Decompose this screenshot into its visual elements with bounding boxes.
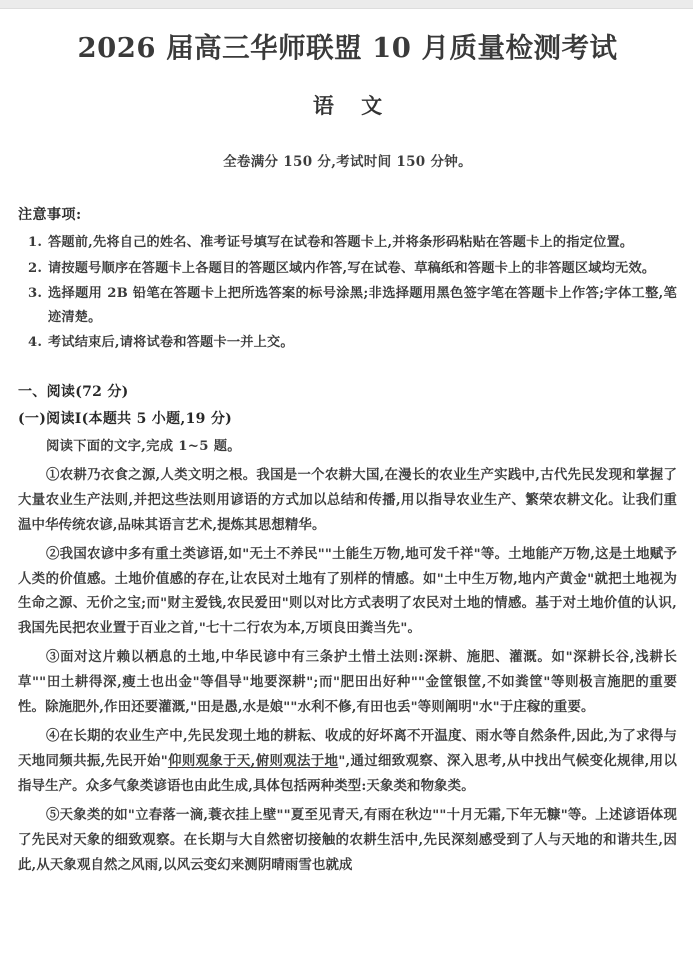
exam-paper-page: [0, 9, 693, 980]
exam-meta-line: 全卷满分 150 分,考试时间 150 分钟。: [223, 154, 472, 171]
notice-item: [18, 231, 677, 255]
notice-item-number: 2.: [28, 260, 43, 276]
passage-paragraph-4-part-before: ④在长期的农业生产中,先民发现土地的耕耘、收成的好坏离不开温度、雨水等自然条件,因此,为了求得与天地同频共振,先民开始": [18, 728, 677, 770]
passage-paragraph-1: ①农耕乃衣食之源,人类文明之根。我国是一个农耕大国,在漫长的农业生产实践中,古代先民发现和掌握了大量农业生产法则,并把这些法则用谚语的方式加以总结和传播,用以指导农业生产、繁荣农耕文化。让我们重温中华传统农谚,品味其语言艺术,提炼其思想精华。: [18, 466, 677, 533]
notice-item-text: 答题前,先将自己的姓名、准考证号填写在试卷和答题卡上,并将条形码粘贴在答题卡上的指定位置。: [48, 235, 634, 251]
reading-instruction: 阅读下面的文字,完成 1~5 题。: [46, 438, 241, 454]
section-heading-part-one: 一、阅读(72 分): [18, 383, 129, 400]
notice-item: [18, 331, 677, 355]
page-title: 2026 届高三华师联盟 10 月质量检测考试: [77, 32, 618, 64]
subject-title: 语 文: [312, 93, 393, 119]
notice-item-number: 1.: [28, 235, 43, 251]
notice-item: [18, 257, 677, 281]
passage-paragraph-4: [18, 724, 677, 799]
notice-item-text: 考试结束后,请将试卷和答题卡一并上交。: [48, 335, 294, 351]
notice-list: [18, 231, 677, 355]
notice-item-number: 4.: [28, 335, 43, 351]
scan-top-band: [0, 0, 693, 9]
notice-item-text: 选择题用 2B 铅笔在答题卡上把所选答案的标号涂黑;非选择题用黑色签字笔在答题卡上作答;字体工整,笔迹清楚。: [48, 286, 677, 325]
subsection-heading-reading-one: (一)阅读Ⅰ(本题共 5 小题,19 分): [18, 410, 233, 427]
passage-paragraph-4-part-after: ",通过细致观察、深入思考,从中找出气候变化规律,用以指导生产。众多气象类谚语也由此生成,具体包括两种类型:天象类和物象类。: [18, 753, 677, 794]
notice-item-text: 请按题号顺序在答题卡上各题目的答题区域内作答,写在试卷、草稿纸和答题卡上的非答题区域均无效。: [48, 260, 656, 276]
page-content: [0, 31, 693, 878]
passage-paragraph-5: ⑤天象类的如"立春落一滴,蓑衣挂上壁""夏至见青天,有雨在秋边""十月无霜,下年无糠"等。上述谚语体现了先民对天象的细致观察。在长期与大自然密切接触的农耕生活中,先民深刻感受到了人与天地的和谐共生,因此,从天象观自然之风雨,以风云变幻来测阴晴雨雪也就成: [18, 806, 677, 873]
notice-heading: 注意事项:: [18, 207, 82, 224]
notice-item-number: 3.: [28, 286, 43, 302]
passage-paragraph-2: ②我国农谚中多有重土类谚语,如"无土不养民""土能生万物,地可发千祥"等。土地能产万物,这是土地赋予人类的价值感。土地价值感的存在,让农民对土地有了别样的情感。如"土中生万物,地内产黄金"就把土地视为生命之源、无价之宝;而"财主爱钱,农民爱田"则以对比方式表明了农民对土地的情感。基于对土地价值的认识,我国先民把农业置于百业之首,"七十二行农为本,万顷良田粪当先"。: [18, 545, 677, 637]
notice-item: [18, 282, 677, 329]
passage-paragraph-4-underlined-quote: 仰则观象于天,俯则观法于地: [167, 753, 339, 770]
passage-paragraph-3: ③面对这片赖以栖息的土地,中华民谚中有三条护土惜土法则:深耕、施肥、灌溉。如"深耕长谷,浅耕长草""田土耕得深,瘦土也出金"等倡导"地要深耕";而"肥田出好种""金筐银筐,不如粪筐"等则极言施肥的重要性。除施肥外,作田还要灌溉,"田是愚,水是娘""水利不修,有田也丢"等则阐明"水"于庄稼的重要。: [18, 649, 677, 716]
